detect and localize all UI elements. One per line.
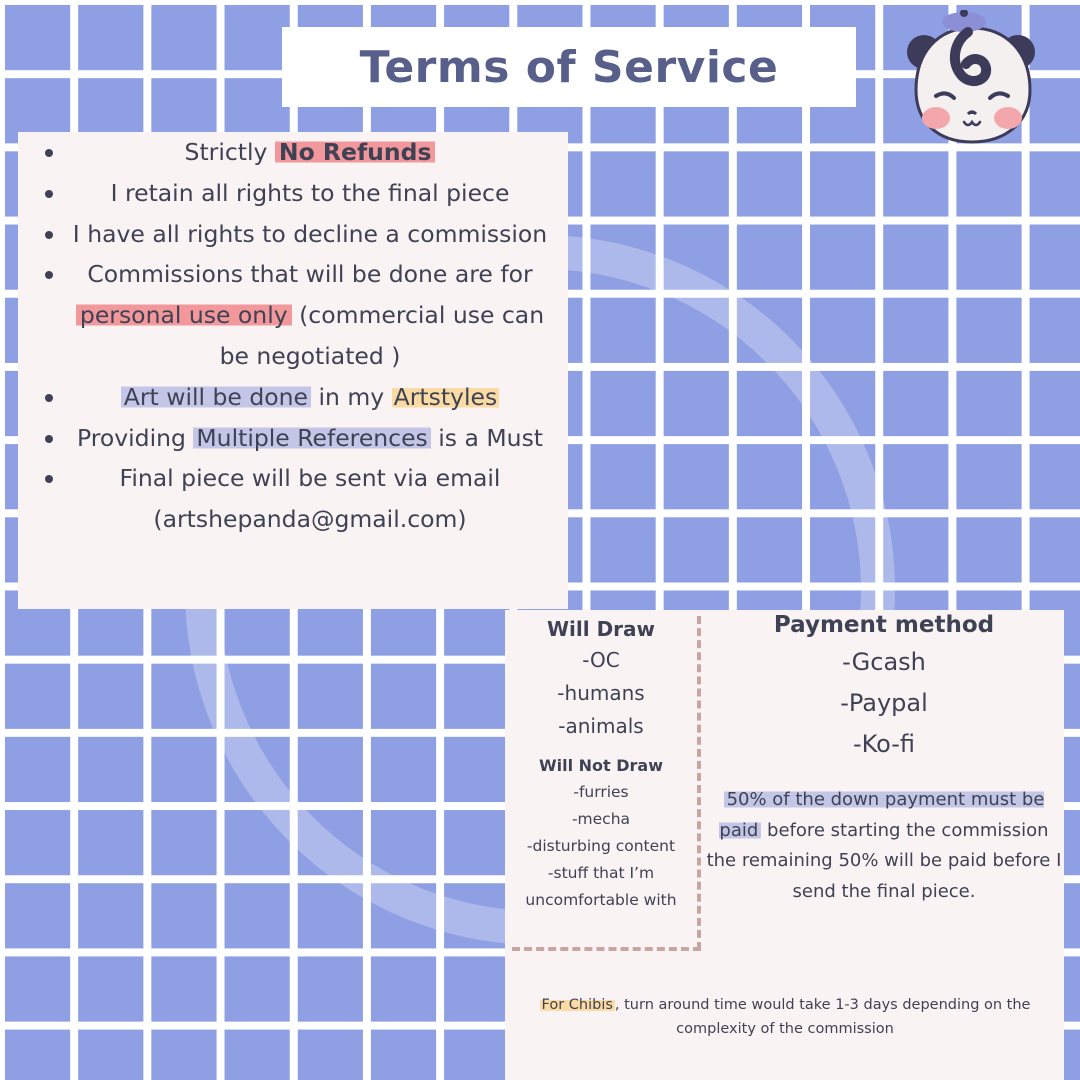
highlight-personal-use: personal use only (76, 301, 292, 329)
will-draw-item: -OC (582, 648, 620, 672)
footer-note (510, 993, 1060, 1041)
list-item (18, 214, 568, 255)
highlight-artstyles: Artstyles (393, 382, 498, 411)
term-text: Strictly (184, 138, 275, 166)
term-text: Commissions that will be done are for (87, 260, 533, 289)
bullet-icon (45, 149, 53, 157)
footer-text: , turn around time would take 1-3 days depending on the complexity of the commission (614, 997, 1031, 1037)
term-text: Providing (76, 423, 194, 452)
highlight-for-chibis: For Chibis (541, 997, 613, 1013)
page-title: Terms of Service (359, 41, 779, 93)
payment-note (706, 785, 1062, 907)
term-text: Final piece will be sent via email (artshepanda@gmail.com) (119, 464, 501, 534)
payment-note-text: before starting the commission the remaining 50% will be paid before I send the final piece. (706, 819, 1062, 902)
list-item (18, 132, 568, 173)
dashed-divider-vertical (697, 616, 701, 950)
term-text: I have all rights to decline a commission (72, 219, 548, 248)
highlight-down-payment: 50% of the down payment must be paid (719, 789, 1045, 841)
payment-method-item: -Paypal (840, 689, 928, 717)
payment-section (706, 608, 1062, 907)
will-not-draw-item: -furries (573, 783, 629, 801)
bullet-icon (45, 475, 53, 483)
highlight-no-refunds: No Refunds (275, 138, 436, 166)
will-not-draw-item: -stuff that I’m uncomfortable with (525, 864, 677, 909)
list-item (18, 458, 568, 540)
list-item (18, 418, 568, 459)
terms-list (18, 132, 568, 540)
bullet-icon (45, 435, 53, 443)
term-text: (commercial use can be negotiated ) (219, 301, 545, 370)
payment-method-item: -Ko-fi (852, 730, 916, 758)
list-item (18, 254, 568, 376)
term-text: is a Must (430, 423, 544, 452)
bullet-icon (45, 190, 53, 198)
will-draw-item: -animals (558, 714, 644, 738)
list-item (18, 377, 568, 418)
terms-panel (18, 132, 568, 609)
will-not-draw-item: -disturbing content (526, 837, 676, 855)
term-text: in my (311, 382, 392, 411)
title-banner (282, 27, 856, 107)
bullet-icon (45, 271, 53, 279)
will-draw-heading: Will Draw (546, 617, 656, 641)
bullet-icon (45, 394, 53, 402)
draw-section (505, 614, 697, 914)
will-not-draw-item: -mecha (571, 810, 631, 828)
bullet-icon (45, 231, 53, 239)
highlight-art-done: Art will be done (121, 383, 311, 411)
panda-mascot-icon (906, 10, 1038, 150)
payment-heading: Payment method (773, 612, 995, 638)
will-draw-item: -humans (557, 681, 645, 705)
list-item (18, 173, 568, 214)
will-not-draw-heading: Will Not Draw (538, 756, 664, 775)
payment-method-item: -Gcash (842, 648, 926, 676)
term-text: I retain all rights to the final piece (110, 178, 510, 207)
dashed-divider-horizontal (512, 947, 701, 951)
highlight-multiple-references: Multiple References (193, 424, 430, 452)
